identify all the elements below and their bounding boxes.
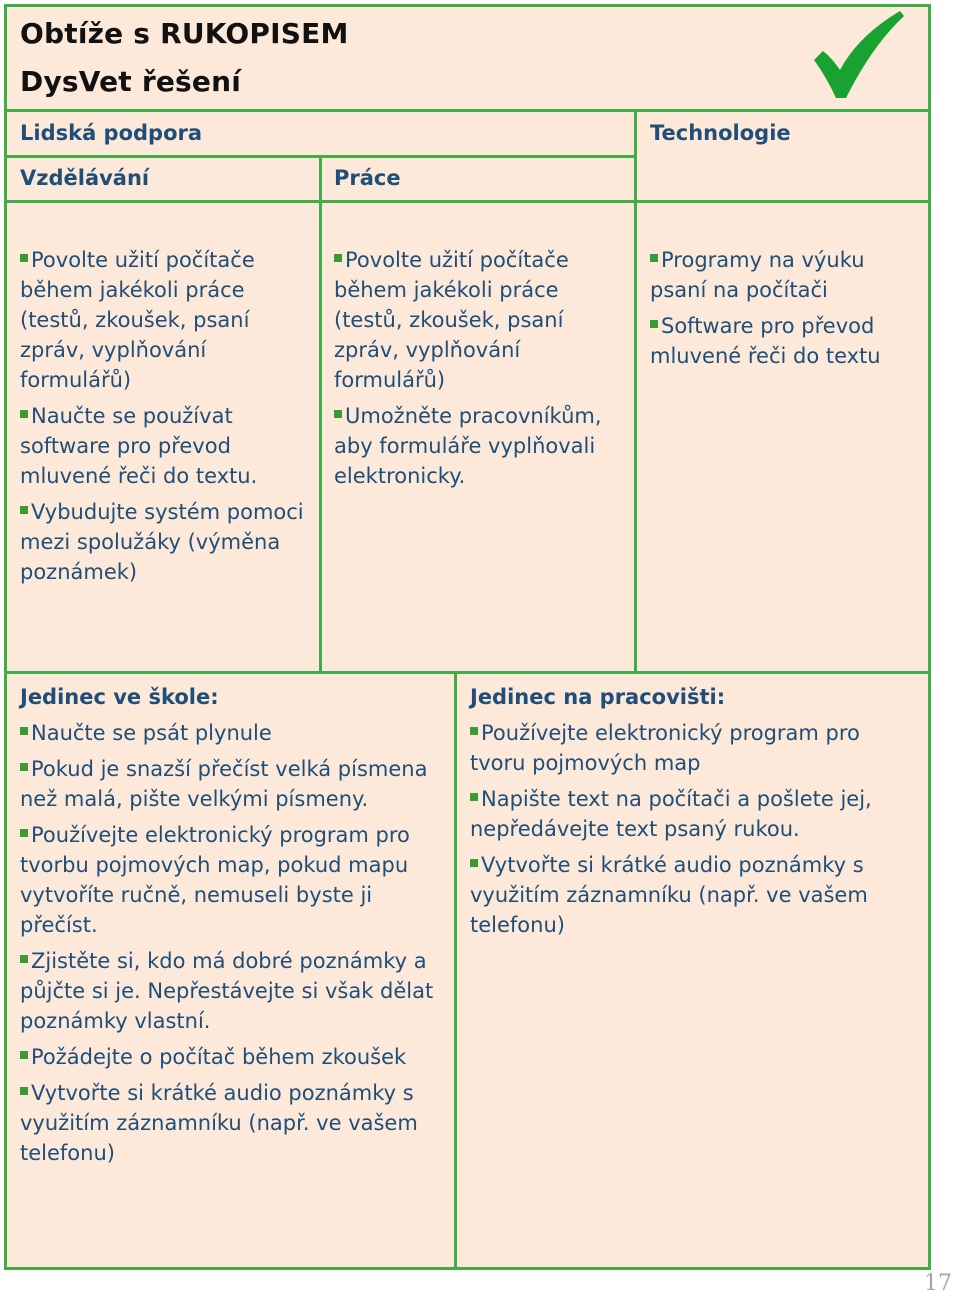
list-item: Napište text na počítači a pošlete jej, nepředávejte text psaný rukou. <box>470 787 872 841</box>
bullet-icon <box>334 410 342 418</box>
bullet-icon <box>470 793 478 801</box>
bullet-icon <box>470 727 478 735</box>
page-subtitle: DysVet řešení <box>20 65 242 98</box>
bullet-icon <box>650 254 658 262</box>
bullet-icon <box>20 955 28 963</box>
workplace-heading: Jedinec na pracovišti: <box>470 685 726 709</box>
bullet-icon <box>20 506 28 514</box>
education-list <box>20 245 312 593</box>
work-header: Práce <box>334 166 401 190</box>
list-item: Používejte elektronický program pro tvorbu pojmových map, pokud mapu vytvoříte ručně, nemuseli byste ji přečíst. <box>20 823 410 937</box>
technology-list <box>650 245 920 377</box>
list-item: Zjistěte si, kdo má dobré poznámky a půjčte si je. Nepřestávejte si však dělat poznámky vlastní. <box>20 949 434 1033</box>
human-support-header: Lidská podpora <box>20 121 203 145</box>
list-item: Naučte se psát plynule <box>20 718 450 748</box>
list-item: Software pro převod mluvené řeči do textu <box>650 314 881 368</box>
bullet-icon <box>20 763 28 771</box>
list-item: Pokud je snazší přečíst velká písmena než malá, pište velkými písmeny. <box>20 757 428 811</box>
page-number: 17 <box>924 1271 952 1296</box>
bullet-icon <box>650 320 658 328</box>
technology-header: Technologie <box>650 121 791 145</box>
list-item: Umožněte pracovníkům, aby formuláře vyplňovali elektronicky. <box>334 404 602 488</box>
bullet-icon <box>20 410 28 418</box>
education-header: Vzdělávání <box>20 166 150 190</box>
bullet-icon <box>20 1087 28 1095</box>
list-item: Naučte se používat software pro převod mluvené řeči do textu. <box>20 404 258 488</box>
list-item: Používejte elektronický program pro tvoru pojmových map <box>470 721 860 775</box>
list-item: Požádejte o počítač během zkoušek <box>20 1042 450 1072</box>
list-item: Vytvořte si krátké audio poznámky s využitím záznamníku (např. ve vašem telefonu) <box>20 1081 418 1165</box>
list-item: Povolte užití počítače během jakékoli práce (testů, zkoušek, psaní zpráv, vyplňování formulářů) <box>334 248 569 392</box>
bullet-icon <box>470 859 478 867</box>
checkmark-icon <box>810 8 906 100</box>
school-section <box>20 682 450 1174</box>
bullet-icon <box>20 1051 28 1059</box>
work-list <box>334 245 626 497</box>
list-item: Povolte užití počítače během jakékoli práce (testů, zkoušek, psaní zpráv, vyplňování formulářů) <box>20 248 255 392</box>
school-heading: Jedinec ve škole: <box>20 685 219 709</box>
bullet-icon <box>334 254 342 262</box>
workplace-section <box>470 682 922 946</box>
list-item: Vybudujte systém pomoci mezi spolužáky (výměna poznámek) <box>20 500 304 584</box>
list-item: Programy na výuku psaní na počítači <box>650 248 865 302</box>
page-title: Obtíže s RUKOPISEM <box>20 17 349 50</box>
bullet-icon <box>20 254 28 262</box>
bullet-icon <box>20 829 28 837</box>
list-item: Vytvořte si krátké audio poznámky s využitím záznamníku (např. ve vašem telefonu) <box>470 853 868 937</box>
bullet-icon <box>20 727 28 735</box>
